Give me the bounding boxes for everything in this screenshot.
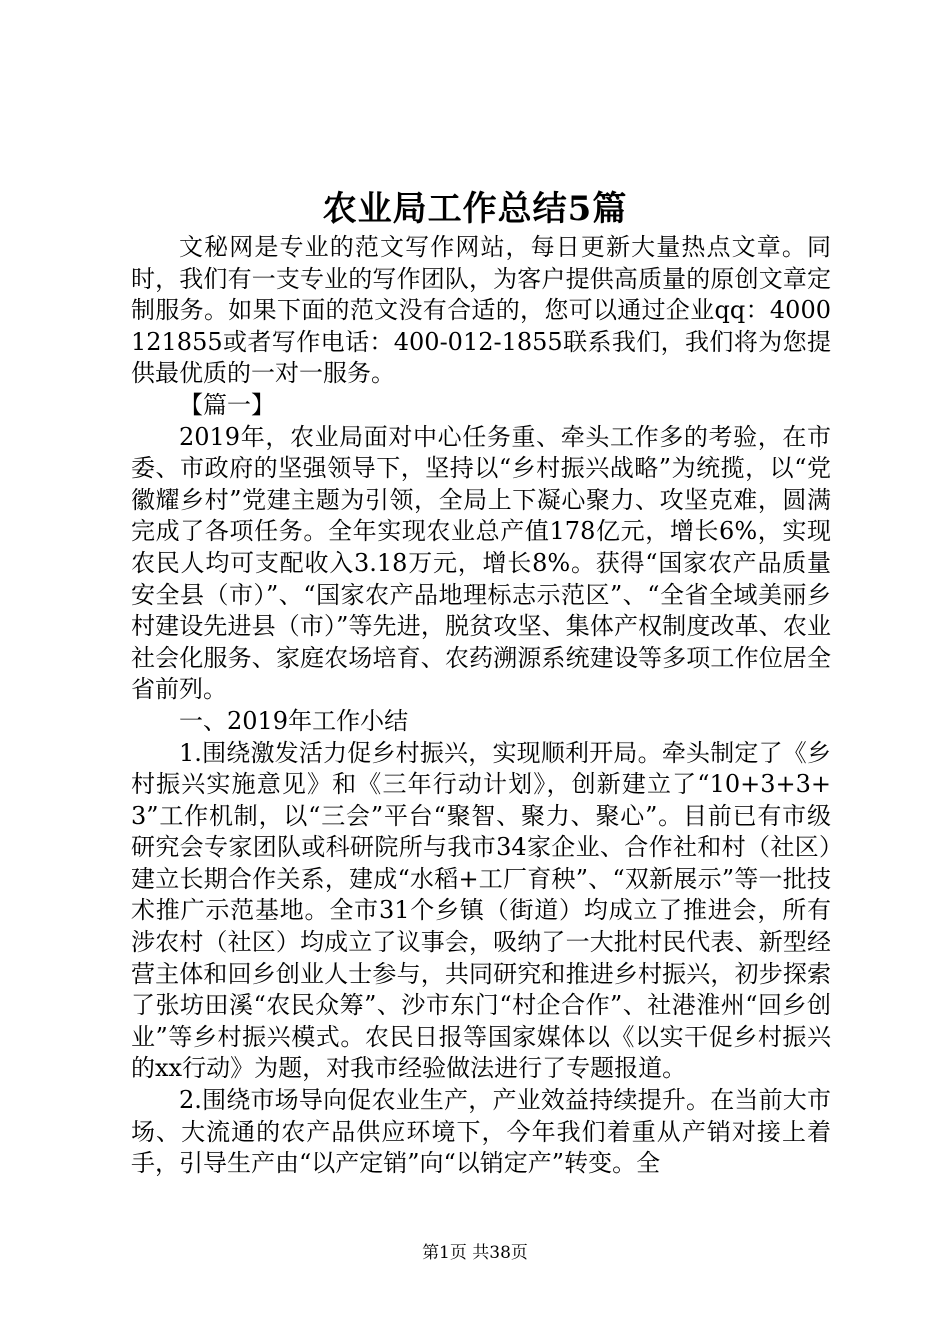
section-heading-work-summary: 一、2019年工作小结 <box>179 706 409 735</box>
summary-paragraph: 2019年，农业局面对中心任务重、牵头工作多的考验，在市委、市政府的坚强领导下，坚持以“乡村振兴战略”为统揽，以“党徽耀乡村”党建主题为引领，全局上下凝心聚力、攻坚克难，圆满完成了各项任务。全年实现农业总产值178亿元，增长6%，实现农民人均可支配收入3.18万元，增长8%。获得“国家农产品质量安全县（市）”、“国家农产品地理标志示范区”、“全省全域美丽乡村建设先进县（市）”等先进，脱贫攻坚、集体产权制度改革、农业社会化服务、家庭农场培育、农药溯源系统建设等多项工作位居全省前列。 <box>131 422 831 704</box>
page-footer: 第1页 共38页 <box>422 1243 528 1263</box>
section-heading-part-one: 【篇一】 <box>179 390 275 419</box>
item-paragraph-1: 1.围绕激发活力促乡村振兴，实现顺利开局。牵头制定了《乡村振兴实施意见》和《三年行动计划》，创新建立了“10+3+3+3”工作机制，以“三会”平台“聚智、聚力、聚心”。目前已有市级研究会专家团队或科研院所与我市34家企业、合作社和村（社区）建立长期合作关系，建成“水稻+工厂育秧”、“双新展示”等一批技术推广示范基地。全市31个乡镇（街道）均成立了推进会，所有涉农村（社区）均成立了议事会，吸纳了一大批村民代表、新型经营主体和回乡创业人士参与，共同研究和推进乡村振兴，初步探索了张坊田溪“农民众筹”、沙市东门“村企合作”、社港淮州“回乡创业”等乡村振兴模式。农民日报等国家媒体以《以实干促乡村振兴的xx行动》为题，对我市经验做法进行了专题报道。 <box>131 738 831 1083</box>
intro-paragraph: 文秘网是专业的范文写作网站，每日更新大量热点文章。同时，我们有一支专业的写作团队，为客户提供高质量的原创文章定制服务。如果下面的范文没有合适的，您可以通过企业qq：4000121855或者写作电话：400-012-1855联系我们，我们将为您提供最优质的一对一服务。 <box>131 233 831 388</box>
document-body <box>131 232 831 1180</box>
item-paragraph-2: 2.围绕市场导向促农业生产，产业效益持续提升。在当前大市场、大流通的农产品供应环境下，今年我们着重从产销对接上着手，引导生产由“以产定销”向“以销定产”转变。全 <box>131 1086 831 1178</box>
document-title: 农业局工作总结5篇 <box>322 189 628 229</box>
